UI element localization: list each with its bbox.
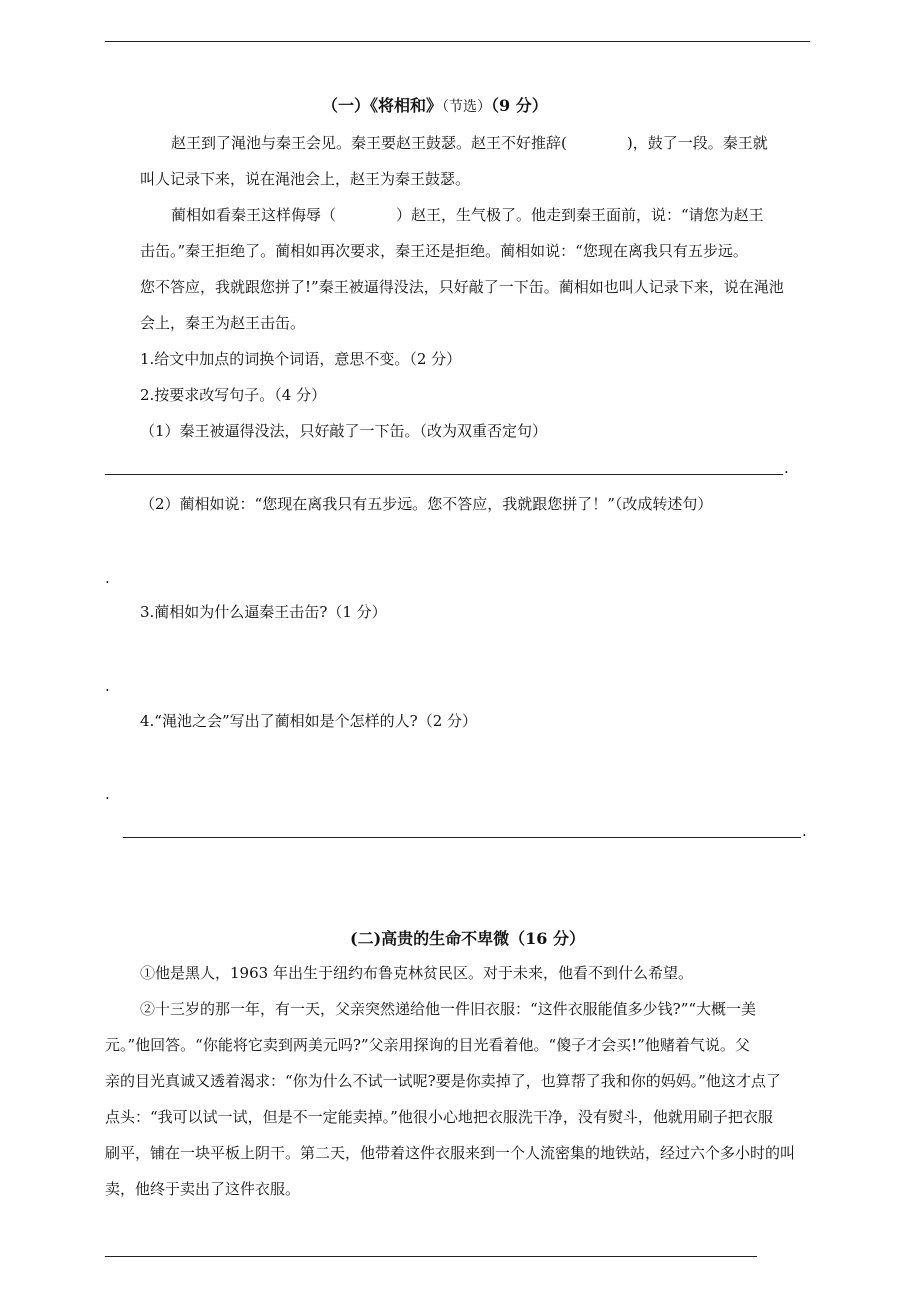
- answer-line-4[interactable]: [123, 837, 801, 838]
- s1-para1-line2: 叫人记录下来，说在渑池会上，赵王为秦王鼓瑟。: [140, 170, 471, 188]
- header-rule: [105, 41, 810, 42]
- period-mark: .: [784, 459, 789, 477]
- question-2-1: （1）秦王被逼得没法，只好敲了一下缶。（改为双重否定句）: [140, 422, 548, 440]
- section1-title-main: （一）《将相和》: [322, 96, 443, 115]
- s2-para2-line2: 元。”他回答。“你能将它卖到两美元吗?”父亲用探询的目光看着他。“傻子才会买!”他赌着气说。父: [105, 1036, 750, 1054]
- period-mark: .: [105, 569, 110, 587]
- answer-line-2-1[interactable]: [105, 474, 783, 475]
- s2-para2-line1: ②十三岁的那一年，有一天，父亲突然递给他一件旧衣服：“这件衣服能值多少钱?”“大概一美: [140, 1000, 757, 1018]
- s1-para2-line1: 蔺相如看秦王这样侮辱（ ）赵王，生气极了。他走到秦王面前，说：“请您为赵王: [171, 206, 764, 224]
- period-mark: .: [802, 822, 807, 840]
- footer-rule: [105, 1256, 757, 1257]
- period-mark: .: [105, 785, 110, 803]
- s2-para2-line6: 卖，他终于卖出了这件衣服。: [105, 1180, 301, 1198]
- s2-para2-line3: 亲的目光真诚又透着渴求：“你为什么不试一试呢?要是你卖掉了，也算帮了我和你的妈妈。”他这才点了: [105, 1072, 781, 1090]
- s1-para2-line3: 您不答应，我就跟您拼了!”秦王被逼得没法，只好敲了一下缶。蔺相如也叫人记录下来，说在渑池: [140, 278, 784, 296]
- section1-title: [322, 96, 548, 117]
- question-2: 2.按要求改写句子。（4 分）: [140, 386, 327, 404]
- s1-para1-line1: 赵王到了渑池与秦王会见。秦王要赵王鼓瑟。赵王不好推辞( )，鼓了一段。秦王就: [171, 134, 768, 152]
- section1-title-note: （节选）: [442, 99, 492, 115]
- section1-title-score: （9 分）: [491, 96, 548, 115]
- s1-para2-line4: 会上，秦王为赵王击缶。: [140, 314, 306, 332]
- section2-title: (二)高贵的生命不卑微（16 分）: [350, 929, 585, 948]
- question-1: 1.给文中加点的词换个词语，意思不变。（2 分）: [140, 350, 462, 368]
- s2-para2-line4: 点头：“我可以试一试，但是不一定能卖掉。”他很小心地把衣服洗干净，没有熨斗，他就用刷子把衣服: [105, 1108, 773, 1126]
- s1-para2-line2: 击缶。”秦王拒绝了。蔺相如再次要求，秦王还是拒绝。蔺相如说：“您现在离我只有五步远。: [140, 242, 748, 260]
- question-2-2: （2）蔺相如说：“您现在离我只有五步远。您不答应，我就跟您拼了！”（改成转述句）: [140, 495, 713, 513]
- question-3: 3.蔺相如为什么逼秦王击缶?（1 分）: [140, 603, 387, 621]
- s2-para2-line5: 刷平，铺在一块平板上阴干。第二天，他带着这件衣服来到一个人流密集的地铁站，经过六个多小时的叫: [105, 1144, 796, 1162]
- period-mark: .: [105, 677, 110, 695]
- question-4: 4.“渑池之会”写出了蔺相如是个怎样的人?（2 分）: [140, 712, 478, 730]
- s2-para1: ①他是黑人，1963 年出生于纽约布鲁克林贫民区。对于未来，他看不到什么希望。: [140, 964, 693, 982]
